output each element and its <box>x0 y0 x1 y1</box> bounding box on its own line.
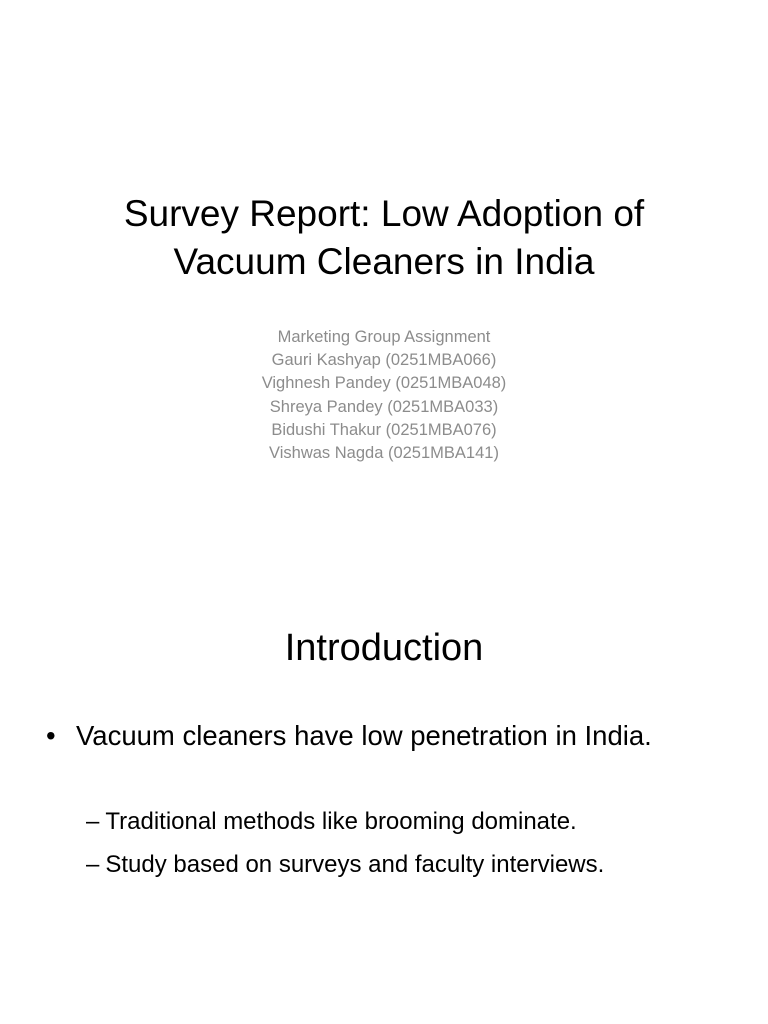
sub-bullet-marker: – <box>86 808 100 835</box>
sub-bullet-marker: – <box>86 851 100 878</box>
author-line: Vishwas Nagda (0251MBA141) <box>269 444 499 463</box>
bullet-item <box>46 717 686 755</box>
section-heading: Introduction <box>284 627 484 669</box>
introduction-slide <box>0 512 768 1024</box>
sub-bullet-item <box>86 849 746 881</box>
author-list <box>0 326 768 465</box>
author-line: Shreya Pandey (0251MBA033) <box>269 397 499 416</box>
slide-title-line-2: Vacuum Cleaners in India <box>173 241 595 282</box>
slide-title <box>40 190 728 286</box>
sub-bullet-item <box>86 806 746 838</box>
slide-title-line-1: Survey Report: Low Adoption of <box>123 193 645 234</box>
sub-bullet-text: Study based on surveys and faculty interviews. <box>105 851 605 878</box>
author-line: Gauri Kashyap (0251MBA066) <box>271 351 497 370</box>
author-line: Bidushi Thakur (0251MBA076) <box>271 420 497 439</box>
bullet-marker: • <box>46 720 56 751</box>
course-label: Marketing Group Assignment <box>277 328 491 346</box>
sub-bullet-text: Traditional methods like brooming dominate. <box>105 808 577 835</box>
author-line: Vighnesh Pandey (0251MBA048) <box>261 374 507 393</box>
bullet-text: Vacuum cleaners have low penetration in India. <box>76 720 652 751</box>
